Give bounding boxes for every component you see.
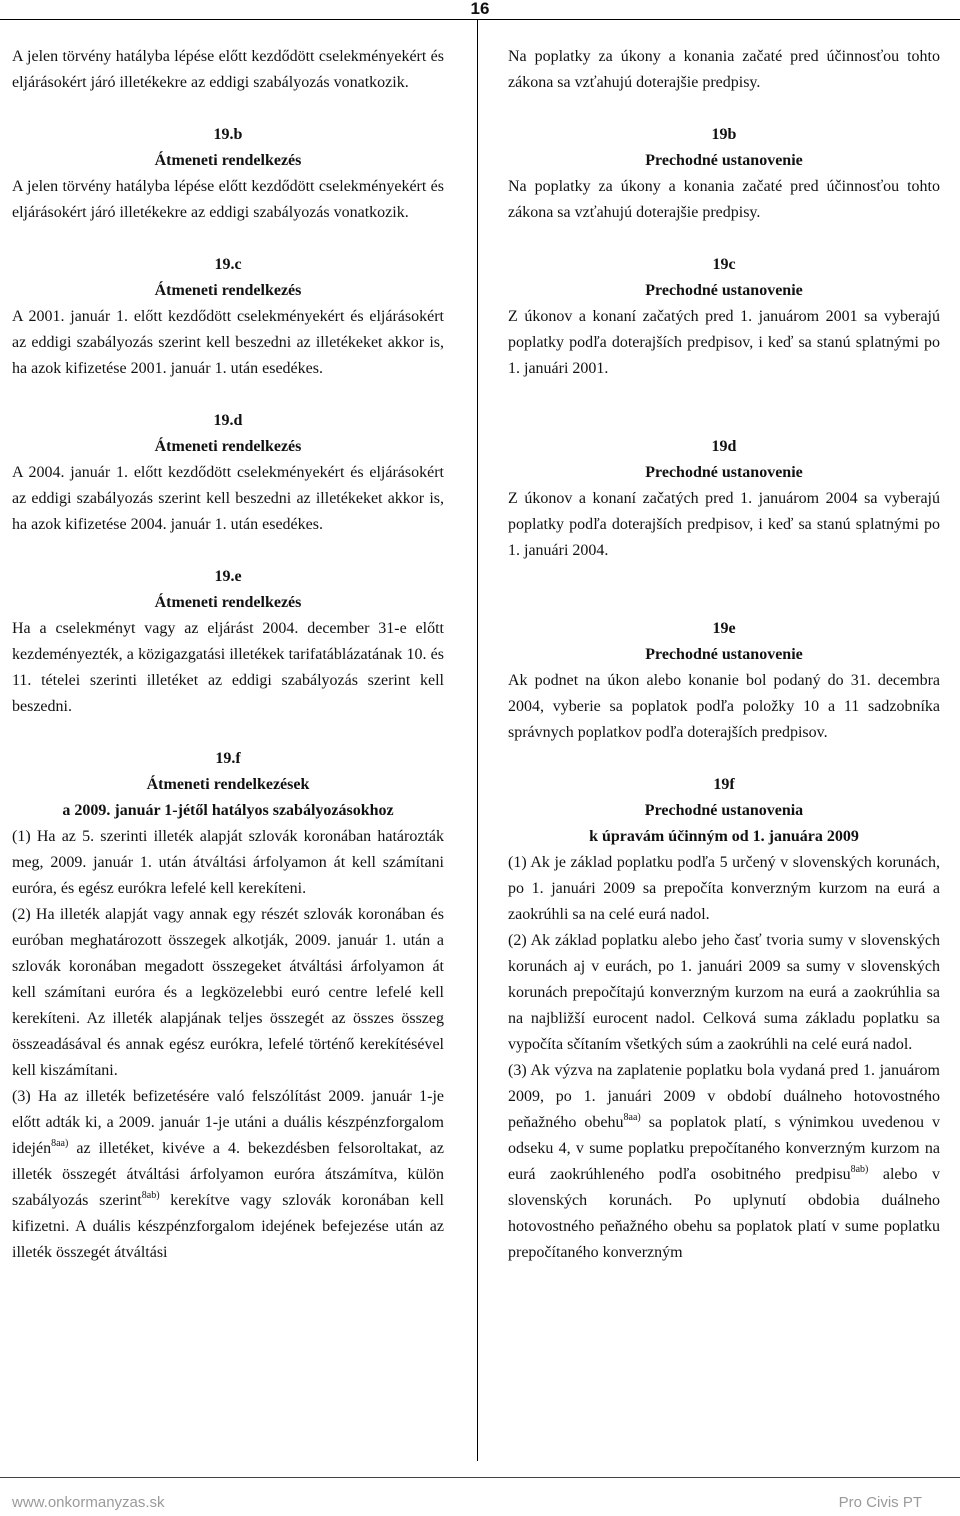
section-text: A jelen törvény hatályba lépése előtt kezdődött cselekményekért és eljárásokért járó illetékekre az eddigi szabályozás vonatkozik. <box>12 178 444 221</box>
section-number: 19d <box>711 438 737 455</box>
section-title: Prechodné ustanovenie <box>645 464 803 481</box>
intro-paragraph: A jelen törvény hatályba lépése előtt kezdődött cselekményekért és eljárásokért járó illetékekre az eddigi szabályozás vonatkozik. <box>12 48 444 91</box>
section-text: Z úkonov a konaní začatých pred 1. januárom 2004 sa vyberajú poplatky podľa doterajších predpisov, i keď sa stanú splatnými po 1. januári 2004. <box>508 490 940 559</box>
section-title: Átmeneti rendelkezés <box>154 282 302 299</box>
section-number: 19e <box>712 620 736 637</box>
section-title: Prechodné ustanovenie <box>645 646 803 663</box>
footnote-ref: 8ab) <box>850 1164 869 1175</box>
footer-website: www.onkormanyzas.sk <box>12 1494 165 1511</box>
column-divider <box>477 20 478 1461</box>
paragraph-3: (3) Ak výzva na zaplatenie poplatku bola vydaná pred 1. januárom 2009, po 1. januári 2009 v období duálneho hotovostného peňažného obehu$^{8aa)}$ sa poplatok platí, s výnimkou uvedenou v odseku 4, v sume poplatku prepočítaného konverzným kurzom na eurá zaokrúhleného podľa osobitného predpisu$^{8ab)}$ alebo v slovenských korunách. Po uplynutí obdobia duálneho hotovostného peňažného obehu sa poplatok platí v sume poplatku prepočítaného konverzným <box>508 1062 940 1261</box>
section-subtitle: k úpravám účinným od 1. januára 2009 <box>589 828 859 845</box>
section-title: Átmeneti rendelkezések <box>146 776 310 793</box>
paragraph-3: (3) Ha az illeték befizetésére való felszólítást 2009. január 1-je előtt adták ki, a 2009. január 1-je utáni a duális készpénzforgalom idején$^{8aa)}$ az illetéket, kivéve a 4. bekezdésben felsoroltakat, az illeték összegét átváltási árfolyamon euróra átszámítva, külön szabályozás szerint$^{8ab)}$ kerekítve vagy szlovák koronában kell kifizetni. A duális készpénzforgalom idejének befejezése után az illeték összegét átváltási <box>12 1088 444 1261</box>
hungarian-column <box>12 44 444 1266</box>
section-number: 19.c <box>214 256 242 273</box>
paragraph-1: (1) Ak je základ poplatku podľa 5 určený v slovenských korunách, po 1. januári 2009 sa prepočíta konverzným kurzom na eurá a zaokrúhli sa na celé eurá nadol. <box>508 854 940 923</box>
footnote-ref: 8aa) <box>623 1112 641 1123</box>
section-text: Z úkonov a konaní začatých pred 1. januárom 2001 sa vyberajú poplatky podľa doterajších predpisov, i keď sa stanú splatnými po 1. januári 2001. <box>508 308 940 377</box>
section-number: 19c <box>712 256 736 273</box>
section-subtitle: a 2009. január 1-jétől hatályos szabályozásokhoz <box>62 802 394 819</box>
slovak-column <box>508 44 940 1266</box>
section-number: 19.f <box>215 750 241 767</box>
footer-rule <box>0 1477 960 1478</box>
paragraph-1: (1) Ha az 5. szerinti illeték alapját szlovák koronában határozták meg, 2009. január 1. után átváltási árfolyamon át kell számítani euróra, és egész eurókra lefelé kell kerekíteni. <box>12 828 444 897</box>
section-title: Prechodné ustanovenia <box>644 802 804 819</box>
page-number: 16 <box>470 0 490 18</box>
section-title: Prechodné ustanovenie <box>645 152 803 169</box>
section-text: Na poplatky za úkony a konania začaté pred účinnosťou tohto zákona sa vzťahujú doterajšie predpisy. <box>508 178 940 221</box>
section-title: Átmeneti rendelkezés <box>154 152 302 169</box>
footnote-ref: 8ab) <box>141 1190 160 1201</box>
section-title: Prechodné ustanovenie <box>645 282 803 299</box>
footnote-ref: 8aa) <box>51 1138 69 1149</box>
section-number: 19f <box>713 776 735 793</box>
section-text: A 2004. január 1. előtt kezdődött cselekményekért és eljárásokért az eddigi szabályozás szerint kell beszedni az illetékeket akkor is, ha azok kifizetése 2004. január 1. után esedékes. <box>12 464 444 533</box>
section-number: 19.b <box>213 126 243 143</box>
intro-paragraph: Na poplatky za úkony a konania začaté pred účinnosťou tohto zákona sa vzťahujú doterajšie predpisy. <box>508 48 940 91</box>
section-text: A 2001. január 1. előtt kezdődött cselekményekért és eljárásokért az eddigi szabályozás szerint kell beszedni az illetékeket akkor is, ha azok kifizetése 2001. január 1. után esedékes. <box>12 308 444 377</box>
paragraph-2: (2) Ha illeték alapját vagy annak egy részét szlovák koronában és euróban meghatározott összegek alkotják, 2009. január 1. után a szlovák koronában megadott összegeket átváltási árfolyamon át kell számítani euróra és a legközelebbi euró centre lefelé kell kerekíteni. Az illeték alapjának teljes összegét az összes összeg összeadásával és annak egész eurókra, lefelé történő kerekítésével kell kiszámítani. <box>12 906 444 1079</box>
section-text: Ak podnet na úkon alebo konanie bol podaný do 31. decembra 2004, vyberie sa poplatok podľa položky 10 a 11 sadzobníka správnych poplatkov podľa doterajších predpisov. <box>508 672 940 741</box>
section-title: Átmeneti rendelkezés <box>154 438 302 455</box>
header-rule <box>0 19 960 20</box>
footer-publisher: Pro Civis PT <box>838 1494 922 1511</box>
section-number: 19.e <box>214 568 242 585</box>
section-number: 19b <box>711 126 737 143</box>
section-title: Átmeneti rendelkezés <box>154 594 302 611</box>
section-number: 19.d <box>213 412 243 429</box>
section-text: Ha a cselekményt vagy az eljárást 2004. december 31-e előtt kezdeményezték, a közigazgatási illetékek tarifatáblázatának 10. és 11. tételei szerinti illetéket az eddigi szabályozás szerint kell beszedni. <box>12 620 444 715</box>
paragraph-2: (2) Ak základ poplatku alebo jeho časť tvoria sumy v slovenských korunách aj v eurách, po 1. januári 2009 sa sumy v slovenských korunách prepočítajú konverzným kurzom na eurá a zaokrúhlia sa na najbližší eurocent nadol. Celková suma základu poplatku sa vypočíta sčítaním všetkých súm a zaokrúhli na celé eurá nadol. <box>508 932 940 1053</box>
